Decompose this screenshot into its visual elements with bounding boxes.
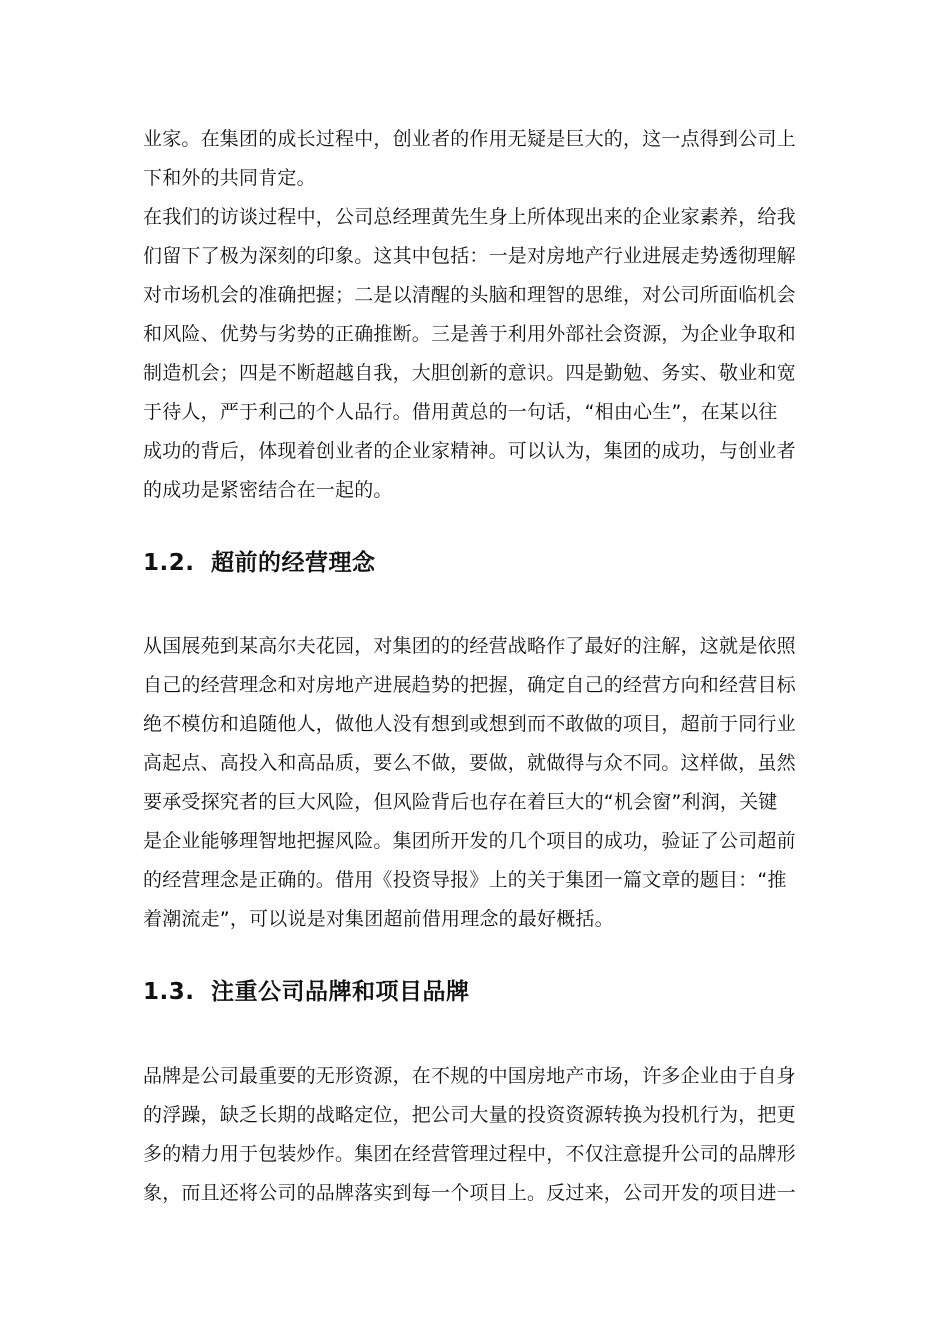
section-number: 1.2. <box>143 550 195 576</box>
paragraph-line: 高起点、高投入和高品质，要么不做，要做，就做得与众不同。这样做，虽然 <box>143 752 796 774</box>
paragraph-line: 的浮躁，缺乏长期的战略定位，把公司大量的投资资源转换为投机行为，把更 <box>143 1104 796 1126</box>
paragraph-line: 品牌是公司最重要的无形资源，在不规的中国房地产市场，许多企业由于自身 <box>143 1065 796 1087</box>
paragraph-line: 从国展苑到某高尔夫花园，对集团的的经营战略作了最好的注解，这就是依照 <box>143 635 796 657</box>
section-heading-1-3 <box>143 977 470 1007</box>
paragraph-line: 的经营理念是正确的。借用《投资导报》上的关于集团一篇文章的题目：“推 <box>143 869 787 891</box>
section-title: 注重公司品牌和项目品牌 <box>211 979 470 1005</box>
paragraph-line: 是企业能够理智地把握风险。集团所开发的几个项目的成功，验证了公司超前 <box>143 830 796 852</box>
paragraph-line: 们留下了极为深刻的印象。这其中包括：一是对房地产行业进展走势透彻理解 <box>143 245 796 267</box>
paragraph-line: 制造机会；四是不断超越自我，大胆创新的意识。四是勤勉、务实、敬业和宽 <box>143 362 796 384</box>
paragraph-line: 业家。在集团的成长过程中，创业者的作用无疑是巨大的，这一点得到公司上 <box>143 128 796 150</box>
section-title: 超前的经营理念 <box>211 550 376 576</box>
paragraph-line: 绝不模仿和追随他人，做他人没有想到或想到而不敢做的项目，超前于同行业 <box>143 713 796 735</box>
paragraph-line: 于待人，严于利己的个人品行。借用黄总的一句话，“相由心生”，在某以往 <box>143 401 778 423</box>
paragraph-line: 自己的经营理念和对房地产进展趋势的把握，确定自己的经营方向和经营目标 <box>143 674 796 696</box>
section-number: 1.3. <box>143 979 195 1005</box>
paragraph-line: 多的精力用于包装炒作。集团在经营管理过程中，不仅注意提升公司的品牌形 <box>143 1143 796 1165</box>
paragraph-line: 下和外的共同肯定。 <box>143 167 316 189</box>
paragraph-line: 成功的背后，体现着创业者的企业家精神。可以认为，集团的成功，与创业者 <box>143 440 796 462</box>
paragraph-line: 和风险、优势与劣势的正确推断。三是善于利用外部社会资源，为企业争取和 <box>143 323 796 345</box>
paragraph-line: 着潮流走”，可以说是对集团超前借用理念的最好概括。 <box>143 908 614 930</box>
paragraph-line: 对市场机会的准确把握；二是以清醒的头脑和理智的思维，对公司所面临机会 <box>143 284 796 306</box>
paragraph-line: 要承受探究者的巨大风险，但风险背后也存在着巨大的“机会窗”利润，关键 <box>143 791 778 813</box>
section-heading-1-2 <box>143 548 376 578</box>
paragraph-line: 在我们的访谈过程中，公司总经理黄先生身上所体现出来的企业家素养，给我 <box>143 206 796 228</box>
paragraph-line: 的成功是紧密结合在一起的。 <box>143 479 393 501</box>
paragraph-line: 象，而且还将公司的品牌落实到每一个项目上。反过来，公司开发的项目进一 <box>143 1182 796 1204</box>
